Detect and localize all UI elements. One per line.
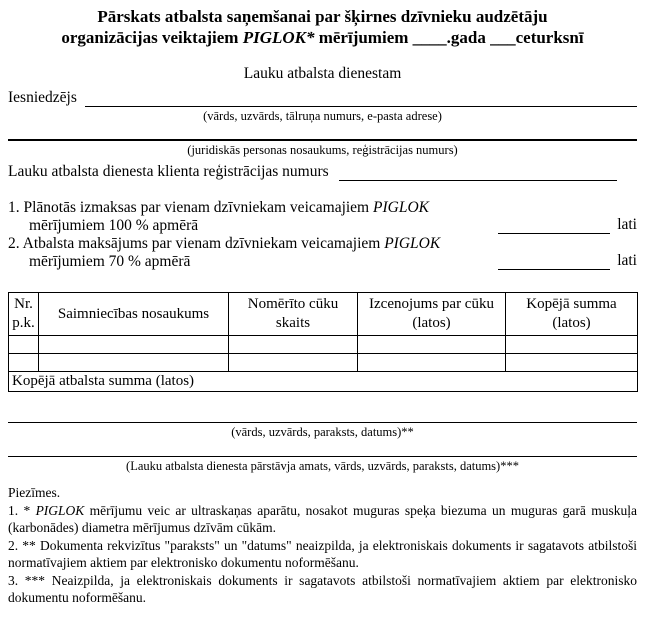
item-planned-costs: [8, 199, 637, 235]
notes-heading: Piezīmes.: [8, 485, 61, 500]
item-1-line-1: 1. Plānotās izmaksas par vienam dzīvniekam veicamajiem PIGLOK: [8, 199, 429, 216]
note-3: 3. *** Neaizpilda, ja elektroniskais dokuments ir sagatavots atbilstoši normatīvajiem aktiem par elektronisko dokumentu noformēšanu.: [8, 572, 637, 605]
total-support-sum-label: Kopējā atbalsta summa (latos): [9, 372, 638, 392]
empty-cell[interactable]: [9, 354, 39, 372]
col-header-pigs-measured: Nomērīto cūku skaits: [229, 293, 358, 336]
col-header-price-per-pig: Izcenojums par cūku (latos): [358, 293, 506, 336]
numbered-items: [8, 199, 637, 271]
submitter-label: Iesniedzējs: [8, 89, 77, 106]
empty-cell[interactable]: [506, 354, 638, 372]
item-1-amount-fill-line[interactable]: [498, 220, 610, 234]
col-header-total-sum: Kopējā summa (latos): [506, 293, 638, 336]
document-title: [8, 6, 637, 48]
empty-cell[interactable]: [358, 336, 506, 354]
item-1-line-2: mērījumiem 100 % apmērā: [29, 217, 199, 234]
item-2-line-1: 2. Atbalsta maksājums par vienam dzīvniekam veicamajiem PIGLOK: [8, 235, 441, 252]
legal-entity-fill-line[interactable]: [8, 139, 637, 141]
item-2-line-2: mērījumiem 70 % apmērā: [29, 253, 191, 270]
submitter-row: [8, 87, 637, 107]
farms-table: [8, 292, 638, 392]
signature-caption: (vārds, uzvārds, paraksts, datums)**: [231, 425, 414, 439]
piglok-term: PIGLOK: [373, 199, 429, 216]
item-2-unit: lati: [617, 252, 637, 269]
signature-caption: (Lauku atbalsta dienesta pārstāvja amats, vārds, uzvārds, paraksts, datums)***: [126, 459, 519, 473]
empty-cell[interactable]: [506, 336, 638, 354]
notes-section: [8, 484, 637, 607]
empty-cell[interactable]: [229, 354, 358, 372]
client-registration-row: [8, 160, 637, 181]
col-header-farm-name: Saimniecības nosaukums: [39, 293, 229, 336]
note-2: 2. ** Dokumenta rekvizītus "paraksts" un "datums" neaizpilda, ja elektroniskais dokuments ir sagatavots atbilstoši normatīvajiem aktiem par elektronisko dokumentu noformēšanu.: [8, 537, 637, 570]
recipient-line: Lauku atbalsta dienestam: [243, 65, 402, 82]
item-2-amount-fill-line[interactable]: [498, 256, 610, 270]
note-1: 1. * PIGLOK mērījumu veic ar ultraskaņas aparātu, nosakot muguras speķa biezuma un muguras garā muskuļa (karbonādes) diametra mērījumus dzīvām cūkām.: [8, 502, 637, 535]
empty-cell[interactable]: [39, 336, 229, 354]
table-header-row: [9, 293, 638, 336]
client-registration-fill-line[interactable]: [339, 163, 617, 181]
title-line-1: Pārskats atbalsta saņemšanai par šķirnes dzīvnieku audzētāju: [97, 7, 548, 26]
table-row: [9, 336, 638, 354]
signature-fill-line[interactable]: [8, 456, 637, 457]
empty-cell[interactable]: [9, 336, 39, 354]
empty-cell[interactable]: [39, 354, 229, 372]
item-support-payment: [8, 235, 637, 271]
table-footer-row: [9, 372, 638, 392]
piglok-term: PIGLOK: [35, 502, 85, 518]
title-line-2: organizācijas veiktajiem PIGLOK* mērījumiem ____.gada ___ceturksnī: [61, 28, 584, 47]
legal-entity-caption: (juridiskās personas nosaukums, reģistrācijas numurs): [187, 143, 458, 157]
client-registration-label: Lauku atbalsta dienesta klienta reģistrācijas numurs: [8, 163, 329, 180]
piglok-term: PIGLOK*: [242, 28, 315, 47]
piglok-term: PIGLOK: [384, 235, 441, 252]
table-row: [9, 354, 638, 372]
signature-fill-line[interactable]: [8, 422, 637, 423]
empty-cell[interactable]: [358, 354, 506, 372]
signature-block-official: [8, 456, 637, 473]
submitter-fill-line[interactable]: [85, 89, 637, 107]
empty-cell[interactable]: [229, 336, 358, 354]
item-1-unit: lati: [617, 216, 637, 233]
submitter-caption: (vārds, uzvārds, tālruņa numurs, e-pasta adrese): [203, 109, 442, 123]
signature-block-submitter: [8, 422, 637, 439]
col-header-number: Nr. p.k.: [9, 293, 39, 336]
